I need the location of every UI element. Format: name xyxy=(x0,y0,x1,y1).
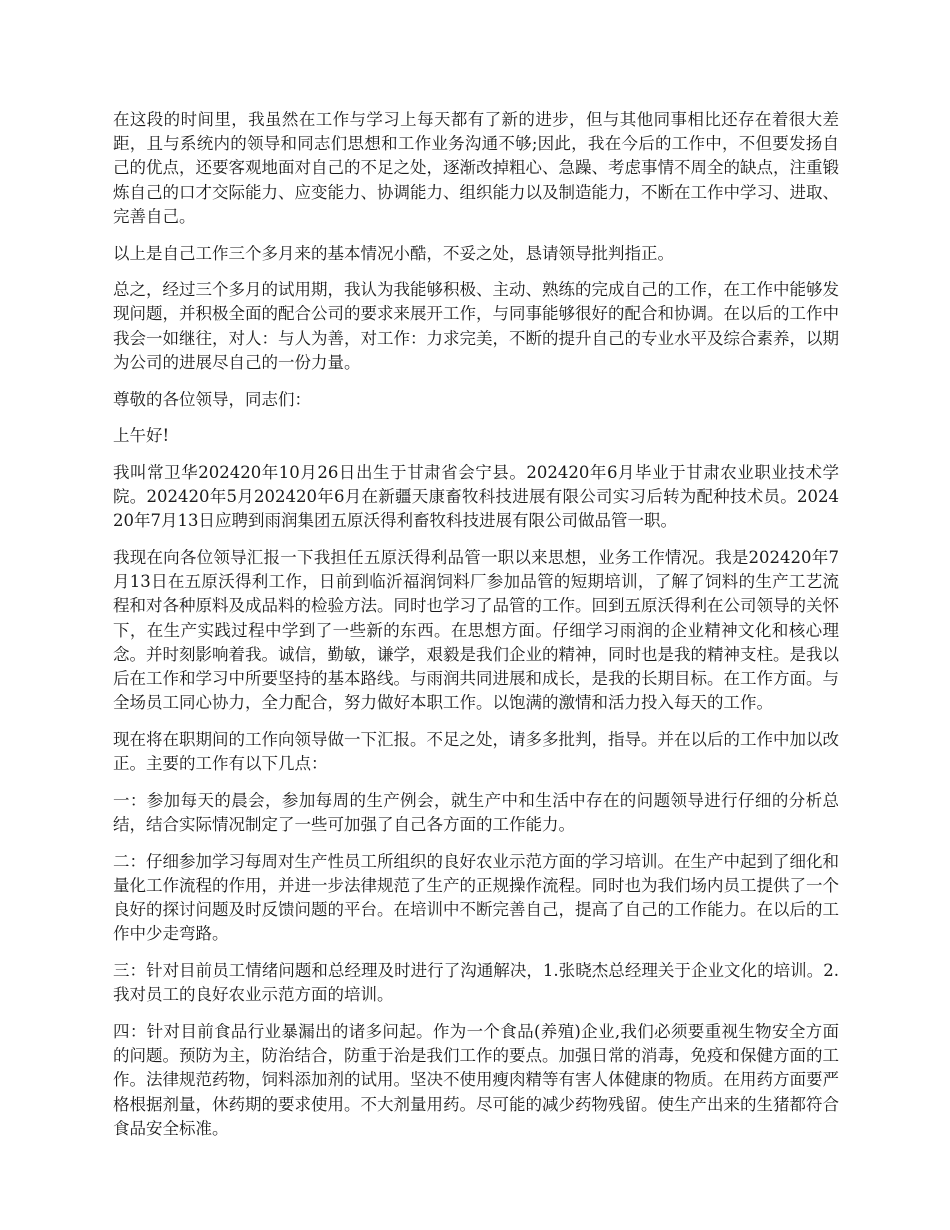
paragraph-report-intro: 现在将在职期间的工作向领导做一下汇报。不足之处，请多多批判，指导。并在以后的工作中加以改正。主要的工作有以下几点： xyxy=(113,729,839,774)
document-body xyxy=(113,108,839,1154)
paragraph-summary-note: 以上是自己工作三个多月来的基本情况小酷，不妥之处，恳请领导批判指正。 xyxy=(113,243,674,263)
paragraph-point-two: 二：仔细参加学习每周对生产性员工所组织的良好农业示范方面的学习培训。在生产中起到了细化和量化工作流程的作用，并进一步法律规范了生产的正规操作流程。同时也为我们场内员工提供了一个良好的探讨问题及时反馈问题的平台。在培训中不断完善自己，提高了自己的工作能力。在以后的工作中少走弯路。 xyxy=(113,851,839,944)
paragraph-point-four: 四：针对目前食品行业暴漏出的诸多问起。作为一个食品(养殖)企业,我们必须要重视生物安全方面的问题。预防为主，防治结合，防重于治是我们工作的要点。加强日常的消毒，免疫和保健方面的工作。法律规范药物，饲料添加剂的试用。坚决不使用瘦肉精等有害人体健康的物质。在用药方面要严格根据剂量，休药期的要求使用。不大剂量用药。尽可能的减少药物残留。使生产出来的生猪都符合食品安全标准。 xyxy=(113,1022,839,1138)
paragraph-introduction: 我叫常卫华202420年10月26日出生于甘肃省会宁县。202420年6月毕业于甘肃农业职业技术学院。202420年5月202420年6月在新疆天康畜牧科技进展有限公司实习后转为配种技术员。202420年7月13日应聘到雨润集团五原沃得利畜牧科技进展有限公司做品管一职。 xyxy=(113,462,839,531)
paragraph-self-improvement: 在这段的时间里，我虽然在工作与学习上每天都有了新的进步，但与其他同事相比还存在着很大差距，且与系统内的领导和同志们思想和工作业务沟通不够;因此，我在今后的工作中，不但要发扬自己的优点，还要客观地面对自己的不足之处，逐渐改掉粗心、急躁、考虑事情不周全的缺点，注重锻炼自己的口才交际能力、应变能力、协调能力、组织能力以及制造能力，不断在工作中学习、进取、完善自己。 xyxy=(113,110,839,226)
paragraph-salutation: 尊敬的各位领导，同志们： xyxy=(113,389,311,409)
paragraph-point-three: 三：针对目前员工情绪问题和总经理及时进行了沟通解决，1.张晓杰总经理关于企业文化的培训。2.我对员工的良好农业示范方面的培训。 xyxy=(113,961,839,1005)
paragraph-greeting: 上午好! xyxy=(113,426,170,446)
paragraph-point-one: 一：参加每天的晨会，参加每周的生产例会，就生产中和生活中存在的问题领导进行仔细的分析总结，结合实际情况制定了一些可加强了自己各方面的工作能力。 xyxy=(113,790,839,835)
paragraph-work-report: 我现在向各位领导汇报一下我担任五原沃得利品管一职以来思想，业务工作情况。我是202420年7月13日在五原沃得利工作，日前到临沂福润饲料厂参加品管的短期培训，了解了饲料的生产工艺流程和对各种原料及成品料的检验方法。同时也学习了品管的工作。回到五原沃得利在公司领导的关怀下，在生产实践过程中学到了一些新的东西。在思想方面。仔细学习雨润的企业精神文化和核心理念。并时刻影响着我。诚信，勤敏，谦学，艰毅是我们企业的精神，同时也是我的精神支柱。是我以后在工作和学习中所要坚持的基本路线。与雨润共同进展和成长，是我的长期目标。在工作方面。与全场员工同心协力，全力配合，努力做好本职工作。以饱满的激情和活力投入每天的工作。 xyxy=(113,548,839,713)
paragraph-conclusion: 总之，经过三个多月的试用期，我认为我能够积极、主动、熟练的完成自己的工作，在工作中能够发现问题，并积极全面的配合公司的要求来展开工作，与同事能够很好的配合和协调。在以后的工作中我会一如继往，对人：与人为善，对工作：力求完美，不断的提升自己的专业水平及综合素养，以期为公司的进展尽自己的一份力量。 xyxy=(113,280,839,372)
